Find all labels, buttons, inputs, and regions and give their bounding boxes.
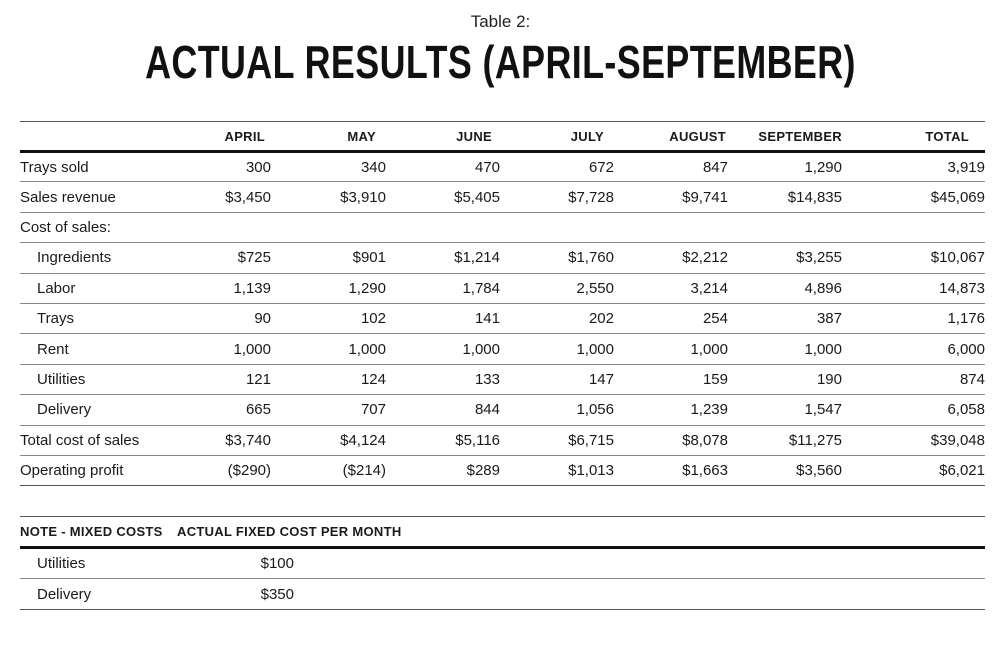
table-cell: 1,290	[804, 158, 842, 176]
table-cell: $3,255	[796, 249, 842, 267]
note-row	[20, 548, 985, 579]
table-cell: $3,910	[340, 188, 386, 206]
table-cell: $2,212	[682, 249, 728, 267]
table-cell: 844	[474, 401, 500, 419]
table-cell: $289	[466, 462, 500, 480]
table-cell: $8,078	[682, 431, 728, 449]
table-row	[20, 425, 985, 455]
header-blank	[20, 122, 187, 152]
column-header-total: TOTAL	[925, 128, 969, 144]
table-cell: 847	[702, 158, 728, 176]
table-row	[20, 455, 985, 485]
table-cell: 1,290	[348, 279, 386, 297]
row-label: Sales revenue	[20, 188, 116, 206]
table-cell: 147	[588, 370, 614, 388]
note-header-mixed-costs: NOTE - MIXED COSTS	[20, 524, 163, 539]
note-spacer	[294, 579, 985, 610]
table-cell: ($290)	[227, 462, 271, 480]
note-value: $100	[260, 555, 294, 572]
row-label: Delivery	[37, 401, 92, 419]
table-cell: $6,021	[939, 462, 985, 480]
table-cell: $39,048	[930, 431, 985, 449]
table-cell: 124	[360, 370, 386, 388]
table-cell: 1,000	[462, 340, 500, 358]
row-label: Operating profit	[20, 462, 124, 480]
row-label: Utilities	[37, 370, 86, 388]
table-cell	[500, 212, 614, 242]
table-cell: $1,013	[568, 462, 614, 480]
table-row	[20, 334, 985, 364]
table-cell: 4,896	[804, 279, 842, 297]
table-row	[20, 212, 985, 242]
table-cell: $14,835	[787, 188, 842, 206]
table-cell: $7,728	[568, 188, 614, 206]
table-cell: 14,873	[939, 279, 985, 297]
table-row	[20, 243, 985, 273]
table-cell: $3,450	[225, 188, 271, 206]
table-cell: $3,740	[225, 431, 271, 449]
table-cell: 102	[360, 310, 386, 328]
table-cell	[842, 212, 985, 242]
table-cell: $10,067	[930, 249, 985, 267]
table-cell: 1,000	[690, 340, 728, 358]
column-header-july: JULY	[570, 128, 604, 144]
table-row	[20, 182, 985, 212]
table-subtitle: Table 2:	[470, 12, 531, 31]
table-title: ACTUAL RESULTS (APRIL-SEPTEMBER)	[145, 36, 856, 88]
table-cell: 665	[245, 401, 271, 419]
table-cell: 1,784	[462, 279, 500, 297]
actual-results-table	[20, 121, 985, 486]
table-cell: 387	[816, 310, 842, 328]
table-cell: 1,000	[233, 340, 271, 358]
table-cell	[271, 212, 386, 242]
note-label: Utilities	[37, 555, 86, 572]
row-label: Ingredients	[37, 249, 112, 267]
table-cell: $5,405	[454, 188, 500, 206]
table-cell	[614, 212, 728, 242]
table-cell: $3,560	[796, 462, 842, 480]
table-cell: 340	[360, 158, 386, 176]
table-cell: 1,239	[690, 401, 728, 419]
table-cell: 1,056	[576, 401, 614, 419]
column-header-september: SEPTEMBER	[758, 128, 842, 144]
table-cell: $5,116	[455, 431, 500, 449]
table-cell: $901	[352, 249, 386, 267]
row-label: Trays sold	[20, 158, 89, 176]
note-value: $350	[260, 585, 294, 603]
table-cell: 141	[474, 310, 500, 328]
table-row	[20, 395, 985, 425]
table-cell: 121	[245, 370, 271, 388]
table-row	[20, 273, 985, 303]
table-cell: 6,000	[947, 340, 985, 358]
row-label: Cost of sales:	[20, 218, 111, 236]
table-cell: 133	[474, 370, 500, 388]
table-cell: 707	[360, 401, 386, 419]
table-cell: 874	[959, 370, 985, 388]
table-cell: 672	[588, 158, 614, 176]
table-row	[20, 364, 985, 394]
table-cell: 90	[254, 310, 271, 328]
note-header-row	[20, 517, 985, 548]
table-cell: $9,741	[682, 188, 728, 206]
row-label: Rent	[37, 340, 69, 358]
table-cell: 3,214	[690, 279, 728, 297]
table-cell: 300	[245, 158, 271, 176]
row-label: Labor	[37, 279, 76, 297]
table-cell	[187, 212, 271, 242]
table-cell: $45,069	[930, 188, 985, 206]
table-cell: 254	[702, 310, 728, 328]
table-cell: $1,663	[682, 462, 728, 480]
table-cell: 3,919	[947, 158, 985, 176]
table-cell: 159	[702, 370, 728, 388]
column-header-may: MAY	[347, 128, 376, 144]
mixed-costs-note-table	[20, 516, 985, 610]
row-label: Trays	[37, 310, 74, 328]
note-spacer	[294, 548, 985, 579]
table-cell: 6,058	[947, 401, 985, 419]
table-cell: $1,760	[568, 249, 614, 267]
note-table-body	[20, 548, 985, 610]
table-cell: $4,124	[340, 431, 386, 449]
table-cell: $725	[237, 249, 271, 267]
table-cell: 1,176	[947, 310, 985, 328]
table-cell: 1,000	[804, 340, 842, 358]
column-header-august: AUGUST	[669, 128, 726, 144]
table-row	[20, 152, 985, 182]
table-cell: $11,275	[788, 431, 842, 449]
column-header-june: JUNE	[456, 128, 492, 144]
table-cell	[728, 212, 842, 242]
table-cell: ($214)	[342, 462, 386, 480]
note-row	[20, 579, 985, 610]
note-label: Delivery	[37, 585, 92, 603]
table-row	[20, 303, 985, 333]
column-header-april: APRIL	[224, 128, 265, 144]
table-cell: 1,139	[233, 279, 271, 297]
table-cell: 470	[474, 158, 500, 176]
row-label: Total cost of sales	[20, 431, 140, 449]
table-cell: 190	[816, 370, 842, 388]
table-cell: 1,000	[576, 340, 614, 358]
main-table-body	[20, 152, 985, 486]
table-cell: $6,715	[568, 431, 614, 449]
table-cell: $1,214	[454, 249, 500, 267]
table-cell: 1,547	[804, 401, 842, 419]
table-cell	[386, 212, 500, 242]
table-cell: 1,000	[348, 340, 386, 358]
note-header-fixed-cost: ACTUAL FIXED COST PER MONTH	[177, 524, 402, 539]
table-cell: 2,550	[576, 279, 614, 297]
table-cell: 202	[588, 310, 614, 328]
header-row	[20, 122, 985, 152]
